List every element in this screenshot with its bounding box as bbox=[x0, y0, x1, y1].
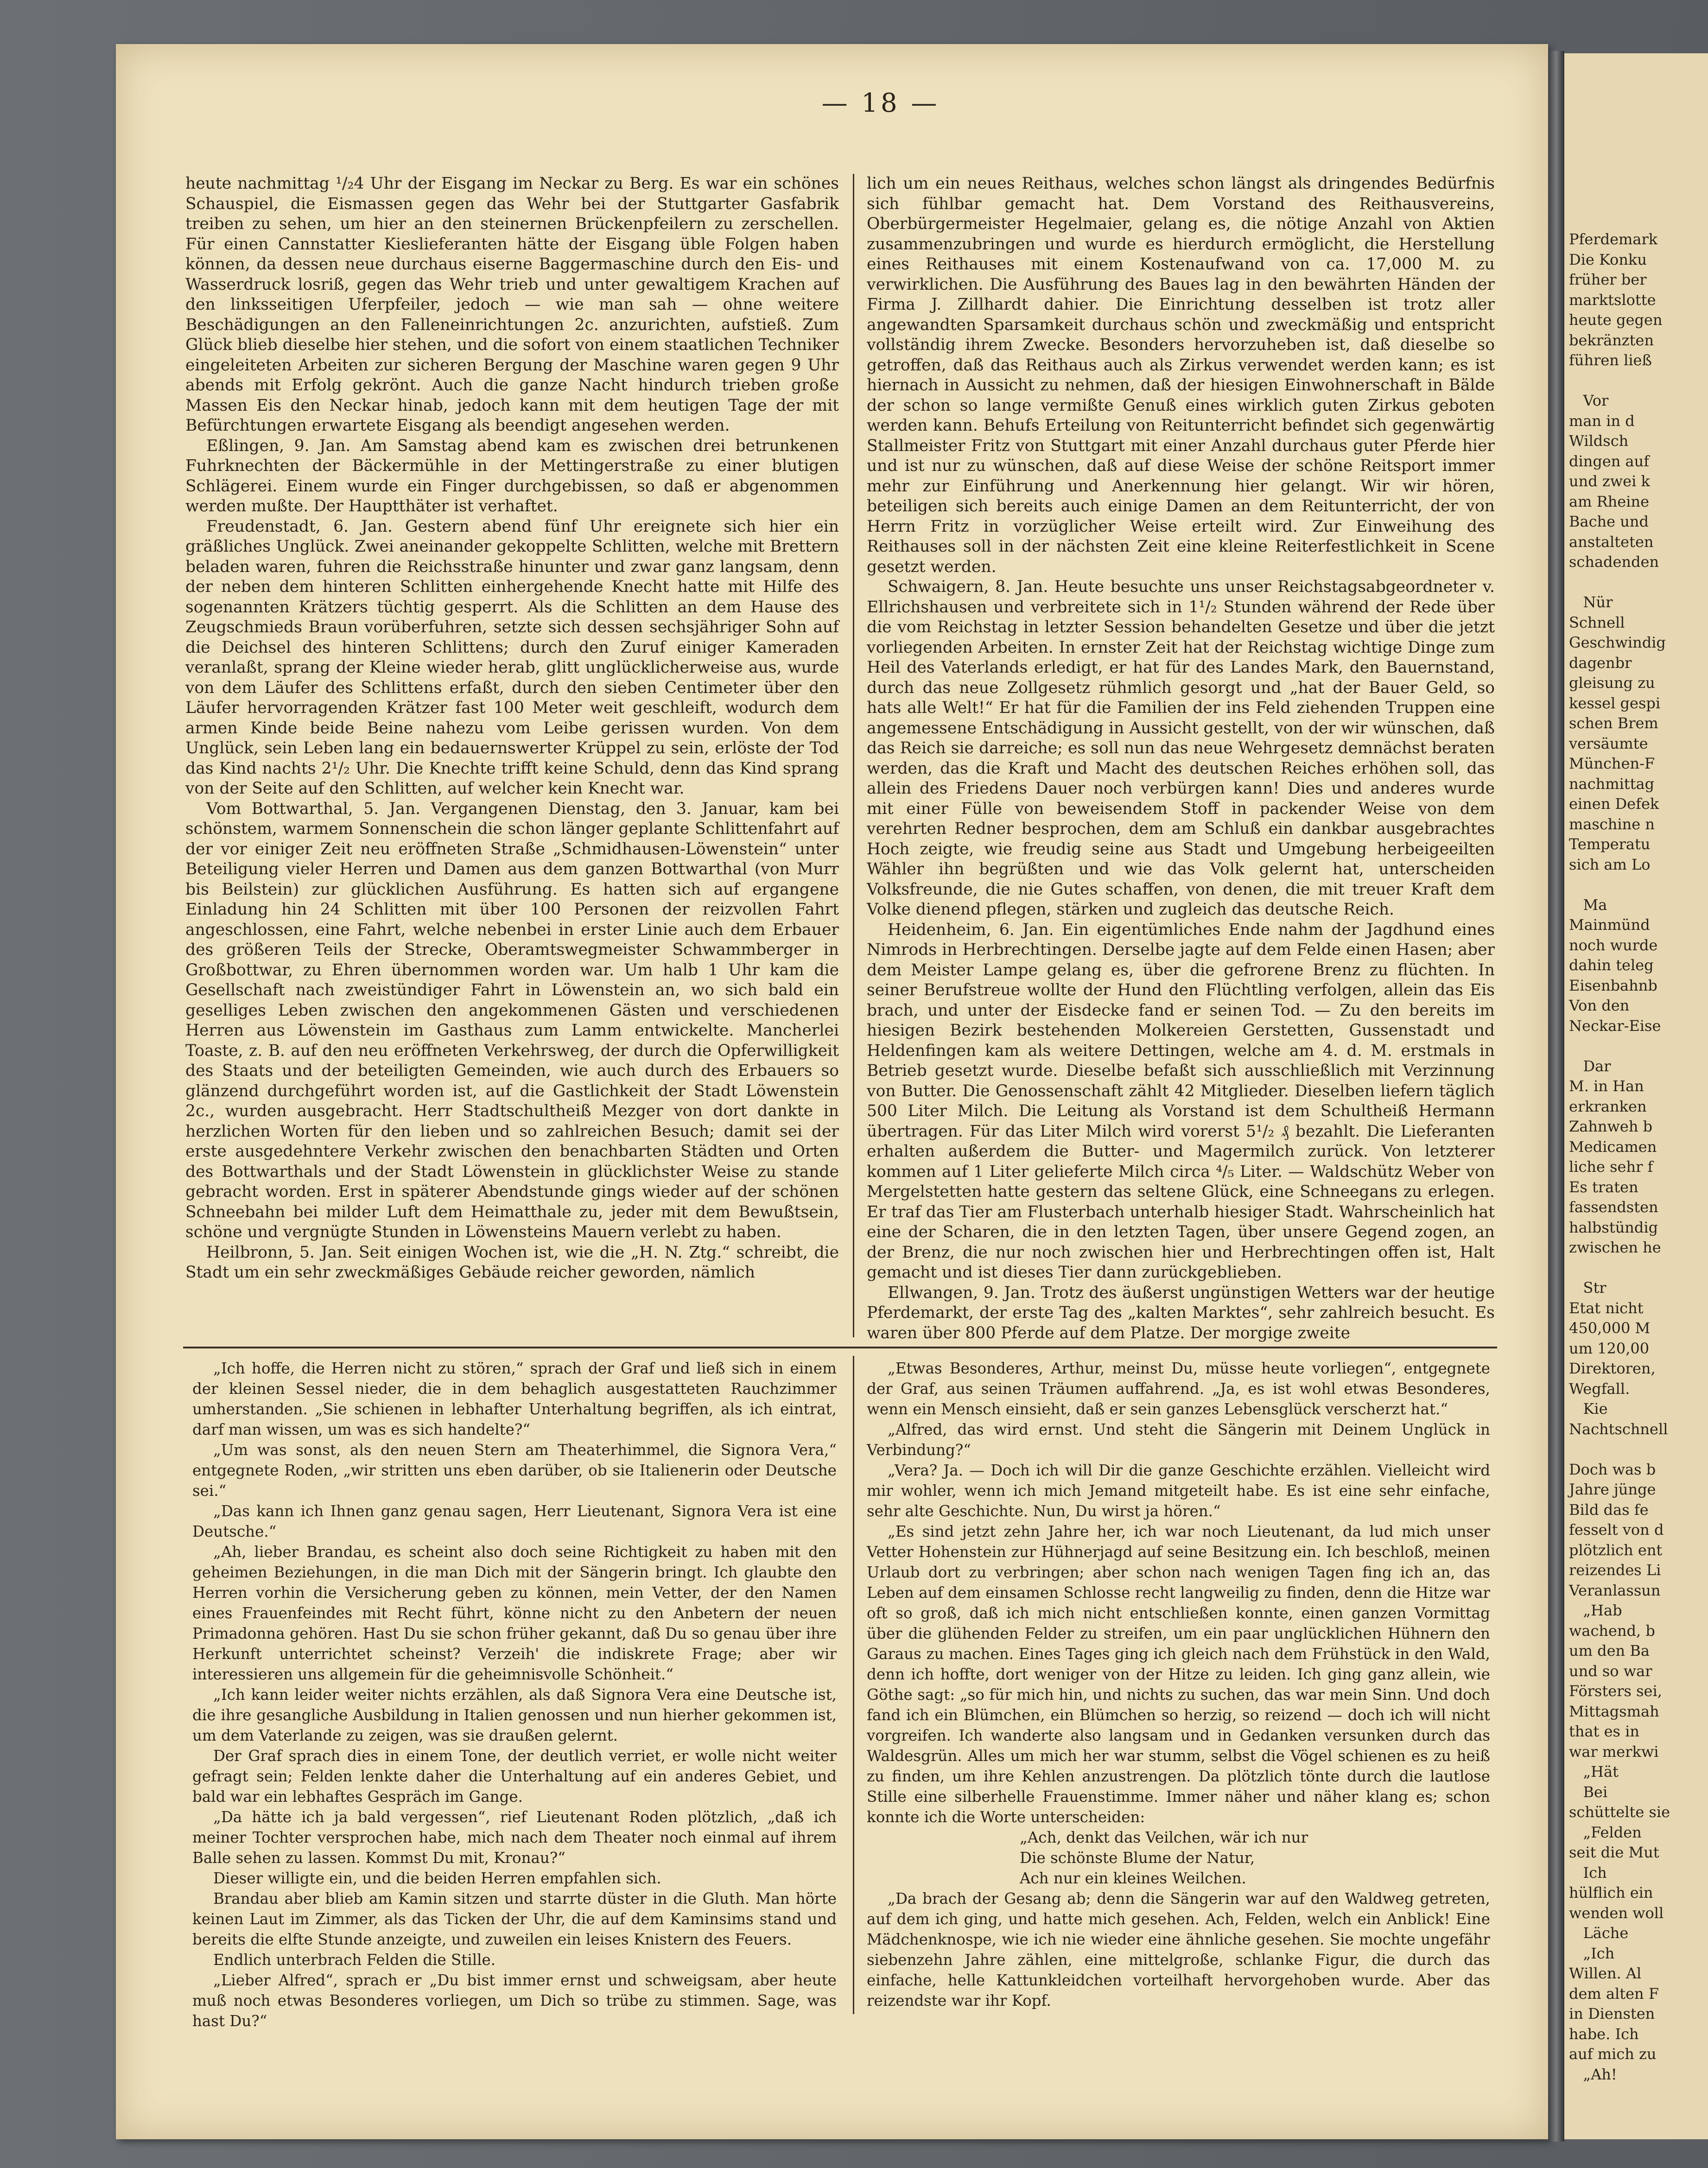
news-paragraph: Ellwangen, 9. Jan. Trotz des äußerst ungünstigen Wetters war der heutige Pferdemarkt, der erste Tag des „kalten Marktes“, sehr zahlreich besucht. Es waren über 800 Pferde auf dem Platze. Der morgige zweite bbox=[867, 1283, 1495, 1342]
news-paragraph: Eßlingen, 9. Jan. Am Samstag abend kam es zwischen drei betrunkenen Fuhrknechten der Bäckermühle in der Mettingerstraße zu einer blutigen Schlägerei. Einem wurde ein Finger durchgebissen, so daß er abgenommen werden mußte. Der Hauptthäter ist verhaftet. bbox=[185, 436, 839, 515]
story-paragraph: Dieser willigte ein, und die beiden Herren empfahlen sich. bbox=[213, 1869, 661, 1887]
news-paragraph: heute nachmittag ¹/₂4 Uhr der Eisgang im Neckar zu Berg. Es war ein schönes Schauspiel, die Eismassen gegen das Wehr bei der Stuttgarter Gasfabrik treiben zu sehen, um hier an den steinernen Brückenpfeilern zu zerschellen. Für einen Cannstatter Kieslieferanten hätte der Eisgang üble Folgen haben können, da dessen neue durchaus eiserne Baggermaschine durch den Eis- und Wasserdruck losriß, gegen das Wehr trieb und unter gewaltigem Krachen auf den linksseitigen Uferpfeiler, jedoch — wie man sah — ohne weitere Beschädigungen an den Falleneinrichtungen 2c. anzurichten, aufstieß. Zum Glück blieb dieselbe hier stehen, und die sofort von einem staatlichen Techniker eingeleiteten Arbeiten zur sicheren Bergung der Maschine waren gegen 9 Uhr abends mit Erfolg gekrönt. Auch die ganze Nacht hindurch trieben große Massen Eis den Neckar hinab, jedoch kann mit dem heutigen Tage der mit Befürchtungen erwartete Eisgang als beendigt angesehen werden. bbox=[185, 174, 839, 435]
news-paragraph: Heidenheim, 6. Jan. Ein eigentümliches Ende nahm der Jagdhund eines Nimrods in Herbrechtingen. Derselbe jagte auf dem Felde einen Hasen; aber dem Meister Lampe gelang es, über die gefrorene Brenz zu flüchten. In seiner Berufstreue wollte der Hund den Flüchtling verfolgen, allein das Eis brach, und unter der Eisdecke fand er seinen Tod. — Zu den bereits im hiesigen Bezirk bestehenden Molkereien Gerstetten, Gussenstadt und Heldenfingen kam als weitere Dettingen, welche am 4. d. M. erstmals in Betrieb gesetzt wurde. Dieselbe befaßt sich ausschließlich mit Verzinnung von Butter. Die Genossenschaft zählt 42 Mitglieder. Dieselben liefern täglich 500 Liter Milch. Die Leitung als Vorstand ist dem Schultheiß Hermann übertragen. Für das Liter Milch wird vorerst 5¹/₂ ₰ bezahlt. Die Lieferanten erhalten außerdem die Butter- und Magermilch zurück. Von letzterer kommen auf 1 Liter gelieferte Milch circa ⁴/₅ Liter. — Waldschütz Weber von Mergelstetten hatte gestern das seltene Glück, eine Schneegans zu erlegen. Er traf das Tier am Flusterbach unterhalb hiesiger Stadt. Wahrscheinlich hat eine der Scharen, die in den letzten Tagen, über unsere Gegend zogen, an der Brenz, die nur noch zwischen hier und Herbrechtingen offen ist, Halt gemacht und ist dieses Tier dann zurückgeblieben. bbox=[867, 920, 1495, 1282]
story-paragraph: „Um was sonst, als den neuen Stern am Theaterhimmel, die Signora Vera,“ entgegnete Roden, „wir stritten uns eben darüber, ob sie Italienerin oder Deutsche sei.“ bbox=[192, 1441, 837, 1500]
story-paragraph: „Da brach der Gesang ab; denn die Sängerin war auf den Waldweg getreten, auf dem ich ging, und hatte mich gesehen. Ach, Felden, welch ein Anblick! Eine Mädchenknospe, wie ich nie wieder eine ähnliche gesehen. Sie mochte ungefähr siebenzehn Jahre zählen, eine mittelgroße, schlanke Figur, die durch das einfache, helle Kattunkleidchen vorteilhaft hervorgehoben wurde. Aber das reizendste war ihr Kopf. bbox=[867, 1890, 1490, 2009]
story-paragraph: „Ah, lieber Brandau, es scheint also doch seine Richtigkeit zu haben mit den geheimen Beziehungen, in die man Dich mit der Sängerin bringt. Ich glaubte den Herren vorhin die Versicherung geben zu können, mein Vetter, der den Namen eines Frauenfeindes mit Recht führt, könne nicht zu den Anbetern der neuen Primadonna gehören. Hast Du sie schon früher gekannt, daß Du so genau über ihre Herkunft unterrichtet scheinst? Verzeih' die indiskrete Frage; aber wir interessieren uns allgemein für die geheimnisvolle Schönheit.“ bbox=[192, 1543, 837, 1683]
poem-line: Die schönste Blume der Natur, bbox=[1020, 1849, 1255, 1867]
story-paragraph: „Alfred, das wird ernst. Und steht die Sängerin mit Deinem Unglück in Verbindung?“ bbox=[867, 1421, 1490, 1459]
story-paragraph: „Ich hoffe, die Herren nicht zu stören,“ sprach der Graf und ließ sich in einem der kleinen Sessel nieder, die in dem behaglich ausgestatteten Rauchzimmer umherstanden. „Sie schienen in lebhafter Unterhaltung begriffen, als ich eintrat, darf man wissen, um was es sich handelte?“ bbox=[192, 1360, 837, 1438]
feuilleton-divider bbox=[183, 1347, 1497, 1348]
news-paragraph: Heilbronn, 5. Jan. Seit einigen Wochen ist, wie die „H. N. Ztg.“ schreibt, die Stadt um ein sehr zweckmäßiges Gebäude reicher geworden, nämlich bbox=[185, 1243, 839, 1282]
story-paragraph: „Etwas Besonderes, Arthur, meinst Du, müsse heute vorliegen“, entgegnete der Graf, aus seinen Träumen auffahrend. „Ja, es ist wohl etwas Besonderes, wenn ein Mensch einsieht, daß er sein ganzes Lebensglück verscherzt hat.“ bbox=[867, 1360, 1490, 1418]
page-number: — 18 — bbox=[821, 88, 940, 118]
book-gutter bbox=[1548, 51, 1564, 2142]
story-column-left bbox=[192, 1358, 837, 2030]
story-paragraph: „Das kann ich Ihnen ganz genau sagen, Herr Lieutenant, Signora Vera ist eine Deutsche.“ bbox=[192, 1502, 837, 1540]
news-column-left bbox=[185, 174, 839, 1340]
poem-line: Ach nur ein kleines Weilchen. bbox=[1020, 1869, 1246, 1887]
news-paragraph: Freudenstadt, 6. Jan. Gestern abend fünf Uhr ereignete sich hier ein gräßliches Unglück. Zwei aneinander gekoppelte Schlitten, welche mit Brettern beladen waren, fuhren die Reichsstraße hinunter und zwar ganz langsam, denn der neben dem hinteren Schlitten einhergehende Knecht hatte mit Hilfe des sogenannten Krätzers tüchtig gesperrt. Als die Schlitten an dem Hause des Zeugschmieds Braun vorüberfuhren, setzte sich dessen sechsjähriger Sohn auf die Deichsel des hinteren Schlittens; durch den Zuruf einiger Kameraden veranlaßt, sprang der Kleine wieder herab, glitt unglücklicherweise aus, wurde von dem Läufer des Schlittens erfaßt, durch den sieben Centimeter über den Läufer hervorragenden Krätzer fast 100 Meter weit geschleift, wodurch dem armen Kinde beide Beine nahezu vom Leibe gerissen wurden. Von dem Unglück, sein Leben lang ein bedauernswerter Krüppel zu sein, erlöste der Tod das Kind nachts 2¹/₂ Uhr. Die Knechte trifft keine Schuld, denn das Kind sprang von der Seite auf den Schlitten, auf welcher kein Knecht war. bbox=[185, 517, 839, 798]
story-column-divider bbox=[853, 1356, 854, 2014]
poem-line: „Ach, denkt das Veilchen, wär ich nur bbox=[1020, 1829, 1308, 1846]
neighbor-page-text: Pferdemark Die Konku früher ber marktslotte heute gegen bekränzten führen ließ Vor man in d Wildsch dingen auf und zwei k am Rheine Bache und anstalteten schadenden Nür Schnell Geschwindig dagenbr gleisung zu kessel gespi schen Brem versäumte München-F nachmittag einen Defek maschine n Temperatu sich am Lo Ma Mainmünd noch wurde dahin teleg Eisenbahnb Von den Neckar-Eise Dar M. in Han erkranken Zahnweh b Medicamen liche sehr f Es traten fassendsten halbstündig zwischen he Str Etat nicht 450,000 M um 120,00 Direktoren, Wegfall. Kie Nachtschnell Doch was b Jahre jünge Bild das fe fesselt von d plötzlich ent reizendes Li Veranlassun „Hab wachend, b um den Ba und so war Försters sei, Mittagsmah that es in war merkwi „Hät Bei schüttelte sie „Felden seit die Mut Ich hülflich ein wenden woll Läche „Ich Willen. Al dem alten F in Diensten habe. Ich auf mich zu „Ah! bbox=[1569, 230, 1670, 2083]
story-paragraph: „Ich kann leider weiter nichts erzählen, als daß Signora Vera eine Deutsche ist, die ihre gesangliche Ausbildung in Italien genossen und nun hierher gekommen ist, um dem Vaterlande zu zeigen, was sie draußen gelernt. bbox=[192, 1686, 837, 1744]
story-paragraph: Endlich unterbrach Felden die Stille. bbox=[213, 1951, 496, 1969]
story-paragraph: „Lieber Alfred“, sprach er „Du bist immer ernst und schweigsam, aber heute muß noch etwas Besonderes vorliegen, um Dich so trübe zu stimmen. Sage, was hast Du?“ bbox=[192, 1971, 837, 2030]
story-paragraph: Der Graf sprach dies in einem Tone, der deutlich verriet, er wolle nicht weiter gefragt sein; Felden lenkte daher die Unterhaltung auf ein anderes Gebiet, und bald war ein lebhaftes Gespräch im Gange. bbox=[192, 1747, 837, 1806]
story-column-right bbox=[867, 1358, 1490, 2016]
story-paragraph: „Da hätte ich ja bald vergessen“, rief Lieutenant Roden plötzlich, „daß ich meiner Tochter versprochen habe, mich nach dem Theater noch einmal auf ihrem Balle sehen zu lassen. Kommst Du mit, Kronau?“ bbox=[192, 1808, 837, 1867]
news-column-right bbox=[867, 174, 1495, 1340]
neighbor-page bbox=[1564, 53, 1708, 2139]
news-paragraph: Vom Bottwarthal, 5. Jan. Vergangenen Dienstag, den 3. Januar, kam bei schönstem, warmem Sonnenschein die schon länger geplante Schlittenfahrt auf der vor einiger Zeit neu eröffneten Straße „Schmidhausen-Löwenstein“ unter Beteiligung vieler Herren und Damen aus dem ganzen Bottwarthal (von Murr bis Beilstein) zur glücklichen Ausführung. Es hatten sich auf ergangene Einladung hin 24 Schlitten mit über 100 Personen der reizvollen Fahrt angeschlossen, eine Fahrt, welche nebenbei in erster Linie auch dem Erbauer des größeren Teils der Strecke, Oberamtswegmeister Schwammberger in Großbottwar, zu Ehren übernommen worden war. Um halb 1 Uhr kam die Gesellschaft nach zweistündiger Fahrt in Löwenstein an, wo sich bald ein geselliges Leben zwischen den angekommenen Gästen und verschiedenen Herren aus Löwenstein im Gasthaus zum Lamm entwickelte. Mancherlei Toaste, z. B. auf den neu eröffneten Verkehrsweg, der durch die Opferwilligkeit des Staats und der beteiligten Gemeinden, wie auch durch des Erbauers so glänzend durchgeführt worden ist, auf die Gastlichkeit der Stadt Löwenstein 2c., wurden ausgebracht. Herr Stadtschultheiß Mezger von dort dankte in herzlichen Worten für den lieben und so zahlreichen Besuch; damit sei der erste ausgedehntere Verkehr zwischen den benachbarten Städten und Orten des Bottwarthals und der Stadt Löwenstein in glücklichster Weise zu stande gebracht worden. Erst in späterer Abendstunde gings wieder auf der schönen Schneebahn bei milder Luft dem Heimatthale zu, jeder mit dem Bewußtsein, schöne und vergnügte Stunden in Löwensteins Mauern verlebt zu haben. bbox=[185, 799, 839, 1241]
story-paragraph: „Es sind jetzt zehn Jahre her, ich war noch Lieutenant, da lud mich unser Vetter Hohenstein zur Hühnerjagd auf seine Besitzung ein. Ich beschloß, meinen Urlaub dort zu verbringen; aber schon nach wenigen Tagen fing ich an, das Leben auf dem einsamen Schlosse recht langweilig zu finden, denn die Hitze war oft so groß, daß ich mich nicht entschließen konnte, einen ganzen Vormittag über die glühenden Felder zu streifen, um ein paar unglücklichen Hühnern den Garaus zu machen. Eines Tages ging ich gleich nach dem Frühstück in den Wald, denn ich hoffte, dort weniger von der Hitze zu leiden. Ich ging ganz allein, wie Göthe sagt: „so für mich hin, und nichts zu suchen, das war mein Sinn. Und doch fand ich ein Blümchen, ein Blümchen so herzig, so reizend — doch ich will nicht vorgreifen. Ich wanderte also langsam und in Gedanken versunken durch das Waldesgrün. Alles um mich her war stumm, selbst die Vögel schienen es zu heiß zu finden, um ihre Kehlen anzustrengen. Da plötzlich tönte durch die lautlose Stille eine silberhelle Frauenstimme. Immer näher und näher klang es; schon konnte ich die Worte unterscheiden: bbox=[867, 1523, 1490, 1826]
column-divider bbox=[853, 174, 854, 1337]
story-paragraph: „Vera? Ja. — Doch ich will Dir die ganze Geschichte erzählen. Vielleicht wird mir wohler, wenn ich mich Jemand mitgeteilt habe. Es ist eine sehr einfache, sehr alte Geschichte. Nun, Du wirst ja hören.“ bbox=[867, 1462, 1490, 1520]
story-paragraph: Brandau aber blieb am Kamin sitzen und starrte düster in die Gluth. Man hörte keinen Laut im Zimmer, als das Ticken der Uhr, die auf dem Kaminsims stand und bereits die elfte Stunde anzeigte, und zuweilen ein leises Knistern des Feuers. bbox=[192, 1890, 837, 1948]
news-paragraph: lich um ein neues Reithaus, welches schon längst als dringendes Bedürfnis sich fühlbar gemacht hat. Dem Vorstand des Reithausvereins, Oberbürgermeister Hegelmaier, gelang es, die nötige Anzahl von Aktien zusammenzubringen und wurde es hierdurch ermöglicht, die Herstellung eines Reithauses mit einem Kostenaufwand von ca. 17,000 M. zu verwirklichen. Die Ausführung des Baues lag in den bewährten Händen der Firma J. Zillhardt dahier. Die Einrichtung desselben ist trotz aller angewandten Sparsamkeit durchaus schön und zweckmäßig und entspricht vollständig ihrem Zwecke. Besonders hervorzuheben ist, daß dieselbe so getroffen, daß das Reithaus auch als Zirkus verwendet werden kann; es ist hiernach in Aussicht zu nehmen, daß der hiesigen Einwohnerschaft in Bälde der schon so lange vermißte Genuß eines wirklich guten Zirkus geboten werden kann. Behufs Erteilung von Reitunterricht befindet sich gegenwärtig Stallmeister Fritz von Stuttgart mit einer Anzahl durchaus guter Pferde hier und ist nur zu wünschen, daß auf diese Weise der schöne Reitsport immer mehr zur Einführung und Anerkennung hier gelangt. Wir wir hören, beteiligen sich bereits auch einige Damen an dem Reitunterricht, der von Herrn Fritz in vorzüglicher Weise erteilt wird. Zur Einweihung des Reithauses soll in der nächsten Zeit eine kleine Reiterfestlichkeit in Scene gesetzt werden. bbox=[867, 174, 1495, 576]
news-paragraph: Schwaigern, 8. Jan. Heute besuchte uns unser Reichstagsabgeordneter v. Ellrichshausen und verbreitete sich in 1¹/₂ Stunden während der Rede über die vom Reichstag in letzter Session behandelten Gesetze und über die jetzt vorliegenden Arbeiten. In ernster Zeit hat der Reichstag wichtige Dinge zum Heil des Vaterlands erledigt, er hat für des Landes Mark, den Bauernstand, durch das neue Zollgesetz rühmlich gesorgt und „hat der Bauer Geld, so hats alle Welt!“ Er hat für die Familien der ins Feld ziehenden Truppen eine angemessene Entschädigung in Aussicht gestellt, von der wir wünschen, daß das Reich sie darreiche; es soll nun das neue Wehrgesetz demnächst beraten werden, das die Kraft und Macht des deutschen Reiches erhöhen soll, das allein des Friedens Dauer noch verbürgen kann! Dies und anderes wurde mit einer Fülle von beweisendem Stoff in packender Weise von dem verehrten Redner besprochen, dem am Schluß ein dankbar ausgebrachtes Hoch zeigte, wie freudig seine aus Stadt und Umgebung herbeigeeilten Wähler ihn begrüßten und wie das Volk gelernt hat, unterscheiden Volksfreunde, die nie Gutes schaffen, von denen, die mit treuer Kraft dem Volke dienend pflegen, stärken und zugleich das deutsche Reich. bbox=[867, 578, 1495, 919]
